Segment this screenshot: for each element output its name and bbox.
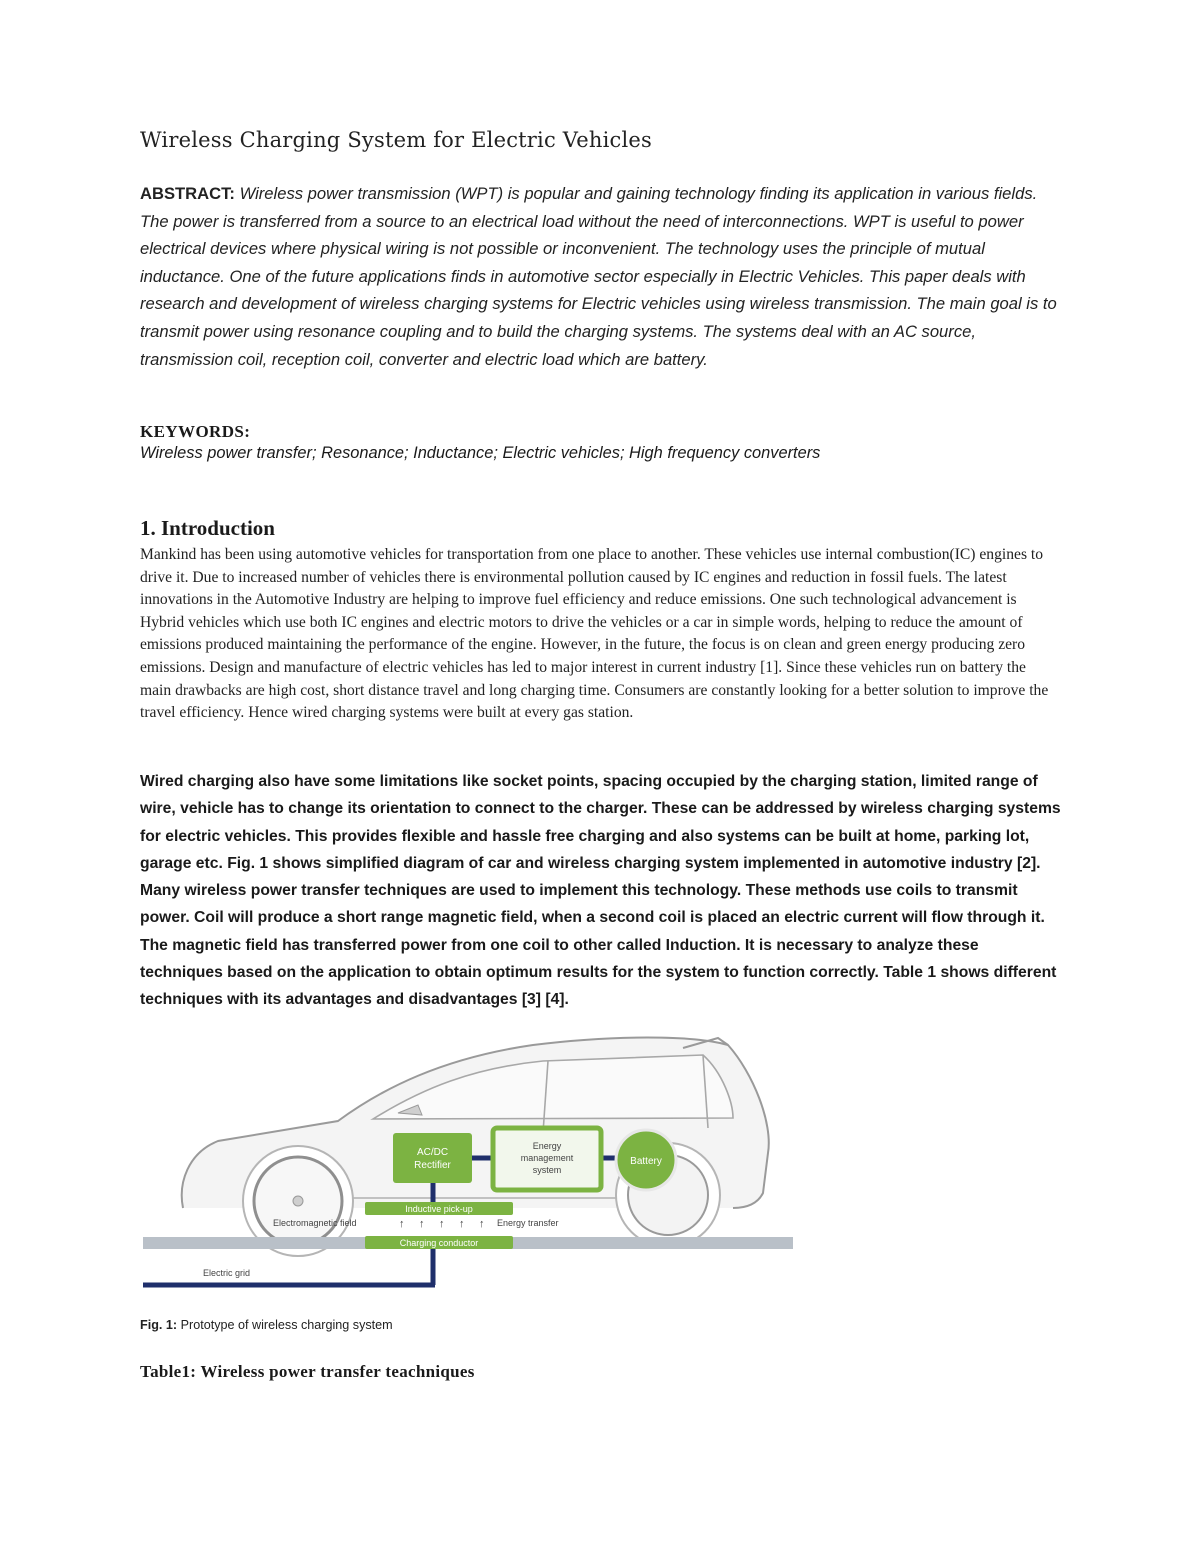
abstract-label: ABSTRACT: xyxy=(140,184,235,203)
field-arrow: ↑ xyxy=(399,1218,405,1230)
rectifier-label-2: Rectifier xyxy=(414,1160,451,1171)
field-arrow: ↑ xyxy=(419,1218,425,1230)
abstract-text: Wireless power transmission (WPT) is popular and gaining technology finding its application in various fields. The power is transferred from a source to an electrical load without the need of interconnections. WPT is useful to power electrical devices where physical wiring is not possible or inconvenient. The technology uses the principle of mutual inductance. One of the future applications finds in automotive sector especially in Electric Vehicles. This paper deals with research and development of wireless charging systems for Electric vehicles using wireless transmission. The main goal is to transmit power using resonance coupling and to build the charging systems. The systems deal with an AC source, transmission coil, reception coil, converter and electric load which are battery. xyxy=(140,184,1057,369)
keywords-text: Wireless power transfer; Resonance; Inductance; Electric vehicles; High frequency converters xyxy=(140,444,821,462)
ems-label-2: management xyxy=(520,1153,574,1163)
keywords-label: KEYWORDS: xyxy=(140,422,251,441)
introduction-paragraph-2: Wired charging also have some limitations like socket points, spacing occupied by the charging station, limited range of wire, vehicle has to change its orientation to connect to the charger. These can be addressed by wireless charging systems for electric vehicles. This provides flexible and hassle free charging and also systems can be built at home, parking lot, garage etc. Fig. 1 shows simplified diagram of car and wireless charging system implemented in automotive industry [2]. Many wireless power transfer techniques are used to implement this technology. These methods use coils to transmit power. Coil will produce a short range magnetic field, when a second coil is placed an electric current will flow through it. The magnetic field has transferred power from one coil to other called Induction. It is necessary to analyze these techniques based on the application to obtain optimum results for the system to function correctly. Table 1 shows different techniques with its advantages and disadvantages [3] [4]. xyxy=(140,773,1061,1009)
field-arrow: ↑ xyxy=(439,1218,445,1230)
introduction-paragraph-1: Mankind has been using automotive vehicles for transportation from one place to another. These vehicles use internal combustion(IC) engines to drive it. Due to increased number of vehicles there is environmental pollution caused by IC engines and reduction in fossil fuels. The latest innovations in the Automotive Industry are helping to improve fuel efficiency and reduce emissions. One such technological advancement is Hybrid vehicles which use both IC engines and electric motors to drive the vehicles or a car in simple words, helping to reduce the amount of emissions produced maintaining the performance of the engine. However, in the future, the focus is on clean and green energy producing zero emissions. Design and manufacture of electric vehicles has led to major interest in current industry [1]. Since these vehicles run on battery the main drawbacks are high cost, short distance travel and long charging time. Consumers are constantly looking for a better solution to improve the travel efficiency. Hence wired charging systems were built at every gas station. xyxy=(140,546,1049,722)
figure-caption xyxy=(140,1318,393,1332)
em-field-label: Electromagnetic field xyxy=(273,1218,357,1228)
introduction-heading: 1. Introduction xyxy=(140,516,275,540)
grid-label: Electric grid xyxy=(203,1268,251,1278)
ems-label-3: system xyxy=(532,1165,562,1175)
rectifier-label-1: AC/DC xyxy=(416,1147,449,1158)
energy-transfer-label: Energy transfer xyxy=(497,1218,559,1228)
pickup-label: Inductive pick-up xyxy=(405,1204,473,1214)
figure-caption-text: Prototype of wireless charging system xyxy=(180,1318,393,1332)
conductor-label: Charging conductor xyxy=(399,1238,479,1248)
table-title: Table1: Wireless power transfer teachniques xyxy=(140,1362,475,1381)
rectifier-box xyxy=(393,1133,472,1183)
field-arrow: ↑ xyxy=(479,1218,485,1230)
wireless-charging-diagram xyxy=(143,1033,793,1295)
field-arrow: ↑ xyxy=(459,1218,465,1230)
ems-label-1: Energy xyxy=(532,1141,562,1151)
paper-title: Wireless Charging System for Electric Vehicles xyxy=(140,128,652,152)
abstract xyxy=(140,180,1070,373)
figure-caption-label: Fig. 1: xyxy=(140,1318,178,1332)
battery-label: Battery xyxy=(630,1156,662,1167)
front-wheel-hub xyxy=(293,1196,303,1206)
